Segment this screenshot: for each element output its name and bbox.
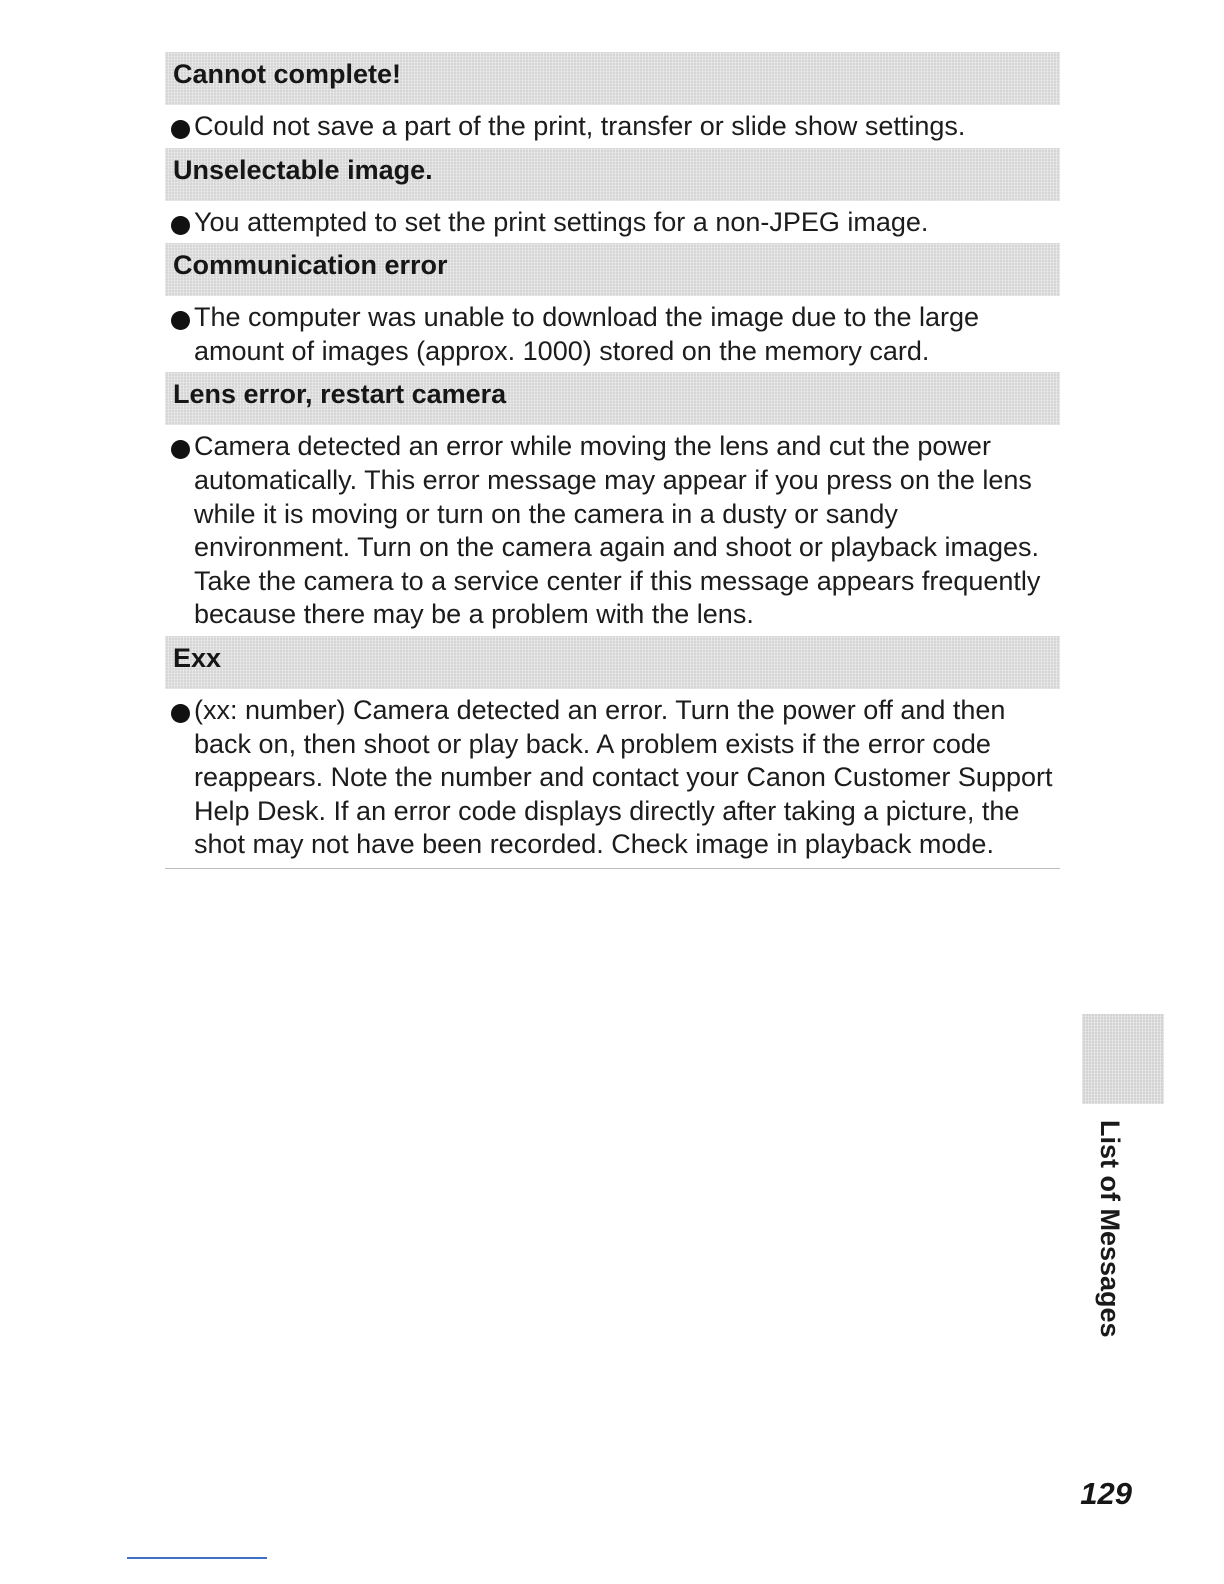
message-description-unselectable-image [165, 201, 1060, 244]
page-number: 129 [1080, 1476, 1132, 1511]
message-description-cannot-complete [165, 105, 1060, 148]
message-text: The computer was unable to download the image due to the large amount of images (approx. 1000) stored on the memory card. [194, 302, 980, 366]
bullet-icon [171, 440, 190, 459]
bullet-icon [171, 704, 190, 723]
message-description-communication-error [165, 296, 1060, 372]
message-heading-unselectable-image: Unselectable image. [165, 148, 1060, 201]
bullet-icon [171, 216, 190, 235]
message-text: Could not save a part of the print, transfer or slide show settings. [194, 111, 966, 141]
message-list [165, 52, 1060, 869]
bullet-icon [171, 120, 190, 139]
bullet-icon [171, 311, 190, 330]
message-heading-communication-error: Communication error [165, 243, 1060, 296]
side-tab-label: List of Messages [1095, 1120, 1125, 1338]
message-heading-lens-error: Lens error, restart camera [165, 372, 1060, 425]
message-description-exx [165, 689, 1060, 869]
message-text: You attempted to set the print settings for a non-JPEG image. [194, 206, 929, 237]
message-description-lens-error [165, 425, 1060, 636]
message-heading-exx: Exx [165, 636, 1060, 689]
side-tab-marker [1082, 1014, 1164, 1104]
footer-rule [127, 1557, 267, 1559]
message-text: (xx: number) Camera detected an error. Turn the power off and then back on, then shoot or play back. A problem exists if the error code reappears. Note the number and contact your Canon Customer Support Help Desk. If an error code displays directly after taking a picture, the shot may not have been recorded. Check image in playback mode. [194, 694, 1053, 860]
message-text: Camera detected an error while moving the lens and cut the power automatically. This error message may appear if you press on the lens while it is moving or turn on the camera in a dusty or sandy environment. Turn on the camera again and shoot or playback images. Take the camera to a service center if this message appears frequently because there may be a problem with the lens. [194, 431, 1041, 630]
message-heading-cannot-complete: Cannot complete! [165, 52, 1060, 105]
